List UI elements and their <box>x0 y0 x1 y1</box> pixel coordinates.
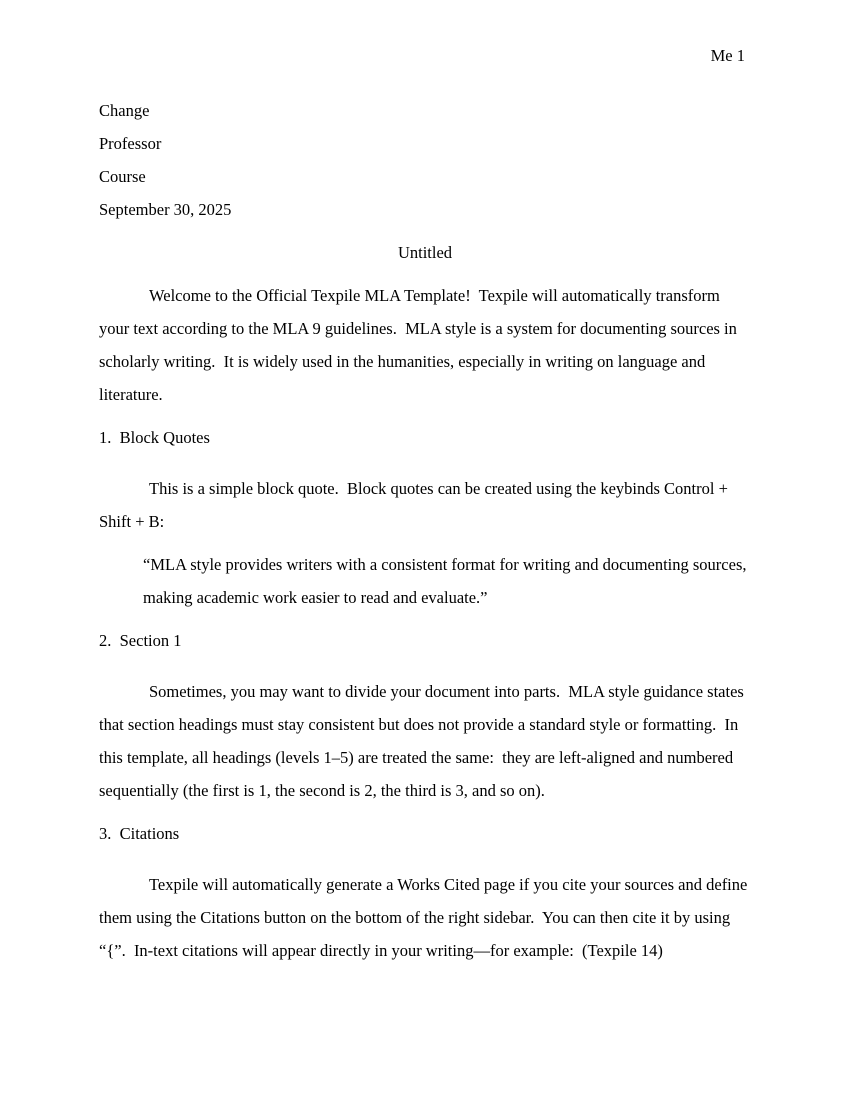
citations-paragraph: Texpile will automatically generate a Works Cited page if you cite your sources and define them using the Citations button on the bottom of the right sidebar. You can then cite it by using “{”. In-text citations will appear directly in your writing—for example: (Texpile 14) <box>99 875 752 960</box>
block-quotes-paragraph: This is a simple block quote. Block quotes can be created using the keybinds Control + Shift + B: <box>99 479 733 531</box>
front-matter-author-line: Change <box>99 101 150 120</box>
intro-paragraph: Welcome to the Official Texpile MLA Template! Texpile will automatically transform your text according to the MLA 9 guidelines. MLA style is a system for documenting sources in scholarly writing. It is widely used in the humanities, especially in writing on language and literature. <box>99 286 742 404</box>
front-matter-course-line: Course <box>99 167 146 186</box>
section-heading-citations: 3. Citations <box>99 824 180 843</box>
document-body <box>99 94 751 967</box>
section-heading-block-quotes: 1. Block Quotes <box>99 428 210 447</box>
block-quote: “MLA style provides writers with a consistent format for writing and documenting sources, making academic work easier to read and evaluate.” <box>143 555 751 607</box>
section-heading-section-1: 2. Section 1 <box>99 631 182 650</box>
running-header-page-number: Me 1 <box>710 46 745 65</box>
front-matter <box>99 94 751 226</box>
document-title: Untitled <box>397 243 453 262</box>
section-1-paragraph: Sometimes, you may want to divide your document into parts. MLA style guidance states that section headings must stay consistent but does not provide a standard style or formatting. In this template, all headings (levels 1–5) are treated the same: they are left-aligned and numbered sequentially (the first is 1, the second is 2, the third is 3, and so on). <box>99 682 748 800</box>
front-matter-date-line: September 30, 2025 <box>99 200 232 219</box>
front-matter-professor-line: Professor <box>99 134 162 153</box>
